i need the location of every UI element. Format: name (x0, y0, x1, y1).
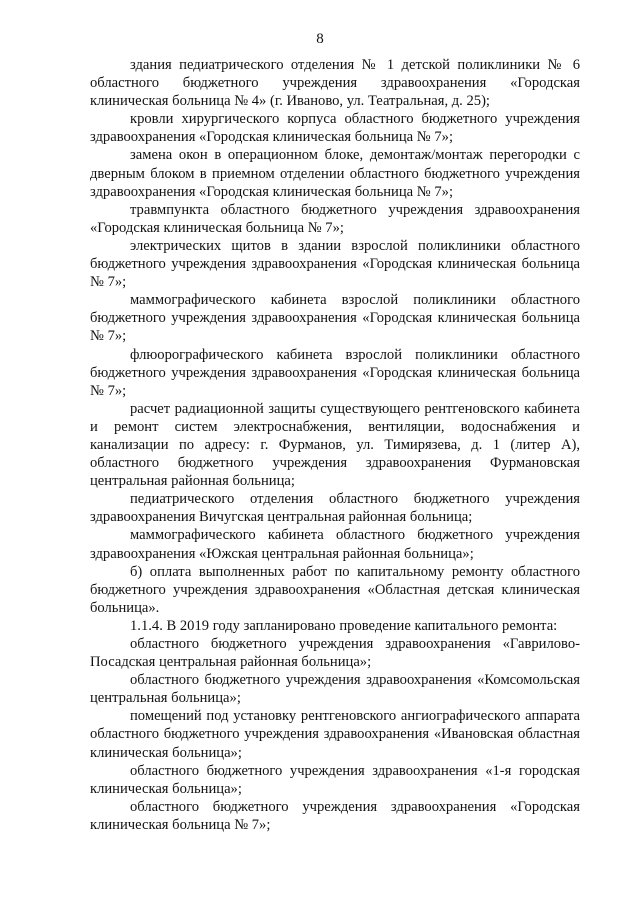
paragraph: областного бюджетного учреждения здравоохранения «Городская клиническая больница № 7»; (90, 798, 580, 833)
paragraph: б) оплата выполненных работ по капитальному ремонту областного бюджетного учреждения здравоохранения «Областная детская клиническая больница». (90, 563, 580, 616)
paragraph: педиатрического отделения областного бюджетного учреждения здравоохранения Вичугская центральная районная больница; (90, 491, 580, 526)
paragraph: областного бюджетного учреждения здравоохранения «Комсомольская центральная больница»; (90, 672, 580, 707)
paragraph: областного бюджетного учреждения здравоохранения «Гаврилово-Посадская центральная районная больница»; (90, 636, 580, 671)
paragraph: маммографического кабинета областного бюджетного учреждения здравоохранения «Южская центральная районная больница»; (90, 527, 580, 562)
paragraph: маммографического кабинета взрослой поликлиники областного бюджетного учреждения здравоохранения «Городская клиническая больница № 7»; (90, 292, 580, 345)
paragraph: помещений под установку рентгеновского ангиографического аппарата областного бюджетного учреждения здравоохранения «Ивановская областная клиническая больница»; (90, 708, 580, 761)
paragraph: расчет радиационной защиты существующего рентгеновского кабинета и ремонт систем электроснабжения, вентиляции, водоснабжения и канализации по адресу: г. Фурманов, ул. Тимирязева, д. 1 (литер А), областного бюджетного учреждения здравоохранения Фурмановская центральная районная больница; (90, 400, 580, 490)
paragraph: травмпункта областного бюджетного учреждения здравоохранения «Городская клиническая больница № 7»; (90, 201, 580, 236)
paragraph: электрических щитов в здании взрослой поликлиники областного бюджетного учреждения здравоохранения «Городская клиническая больница № 7»; (90, 237, 580, 291)
paragraph: кровли хирургического корпуса областного бюджетного учреждения здравоохранения «Городская клиническая больница № 7»; (90, 111, 580, 146)
section-heading-paragraph: 1.1.4. В 2019 году запланировано проведение капитального ремонта: (130, 617, 558, 634)
paragraph: замена окон в операционном блоке, демонтаж/монтаж перегородки с дверным блоком в приемном отделении областного бюджетного учреждения здравоохранения «Городская клиническая больница № 7»; (90, 147, 580, 200)
paragraph: областного бюджетного учреждения здравоохранения «1-я городская клиническая больница»; (90, 762, 580, 797)
paragraph: флюорографического кабинета взрослой поликлиники областного бюджетного учреждения здравоохранения «Городская клиническая больница № 7»; (90, 346, 580, 399)
document-body (90, 56, 580, 834)
page-number: 8 (316, 31, 324, 47)
paragraph: здания педиатрического отделения № 1 детской поликлиники № 6 областного бюджетного учреждения здравоохранения «Городская клиническая больница № 4» (г. Иваново, ул. Театральная, д. 25); (90, 57, 580, 110)
